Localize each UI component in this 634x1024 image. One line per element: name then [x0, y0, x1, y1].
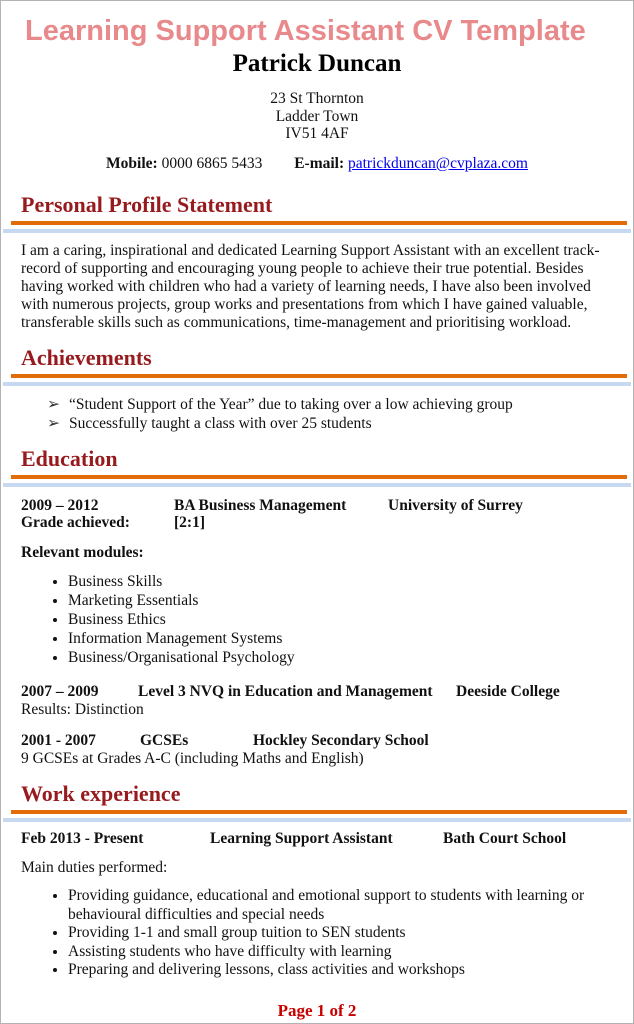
orange-rule	[11, 810, 627, 814]
orange-rule	[11, 374, 627, 378]
orange-rule	[11, 221, 627, 225]
mobile-label: Mobile:	[106, 154, 158, 172]
duty-item: • Assisting students who have difficulty with learning	[68, 943, 633, 962]
education-entry-row	[21, 683, 625, 701]
contact-line	[1, 155, 633, 173]
education-entry-row	[21, 732, 625, 750]
achievements-list	[1, 395, 633, 433]
mobile-value: 0000 6865 5433	[161, 154, 263, 172]
candidate-name: Patrick Duncan	[232, 50, 402, 77]
entry-dates: 2009 – 2012	[21, 496, 99, 514]
gcse-note: 9 GCSEs at Grades A-C (including Maths and English)	[21, 750, 364, 768]
page-title: Learning Support Assistant CV Template	[25, 15, 586, 47]
section-heading-profile: Personal Profile Statement	[21, 191, 273, 217]
achievement-item	[47, 395, 613, 414]
section-heading-work: Work experience	[21, 780, 181, 806]
entry-dates: 2007 – 2009	[21, 682, 99, 700]
entry-dates: 2001 - 2007	[21, 731, 96, 749]
duty-item: • Preparing and delivering lessons, class activities and workshops	[68, 961, 633, 980]
entry-dates: Feb 2013 - Present	[21, 829, 144, 847]
arrow-bullet-icon: ➢	[47, 395, 60, 413]
address-line: 23 St Thornton	[270, 90, 364, 107]
module-item: • Business Ethics	[68, 610, 633, 629]
blue-rule	[3, 818, 631, 822]
grade-label: Grade achieved:	[21, 514, 130, 531]
entry-qualification: BA Business Management	[174, 496, 347, 514]
duty-item: • Providing 1-1 and small group tuition to SEN students	[68, 924, 633, 943]
modules-label: Relevant modules:	[21, 543, 144, 561]
achievement-text: “Student Support of the Year” due to taking over a low achieving group	[69, 395, 513, 413]
modules-list	[1, 572, 633, 668]
entry-institution: Deeside College	[456, 682, 560, 700]
entry-qualification: GCSEs	[140, 731, 189, 749]
education-entry-row	[21, 497, 625, 515]
grade-value: [2:1]	[174, 514, 205, 531]
blue-rule	[3, 483, 631, 487]
module-item: • Business Skills	[68, 572, 633, 591]
grade-row	[21, 514, 625, 532]
duties-list	[1, 887, 633, 980]
orange-rule	[11, 475, 627, 479]
entry-qualification: Level 3 NVQ in Education and Management	[138, 682, 433, 700]
section-heading-education: Education	[21, 445, 118, 471]
profile-paragraph: I am a caring, inspirational and dedicated Learning Support Assistant with an excellent track-record of supporting and encouraging young people to achieve their true potential. Besides having worked with children who had a variety of learning needs, I have also been involved with numerous projects, group works and presentations from which I have gained valuable, transferable skills such as communications, time-management and prioritising workload.	[21, 241, 600, 331]
section-heading-achievements: Achievements	[21, 344, 152, 370]
entry-institution: University of Surrey	[388, 496, 523, 514]
achievement-text: Successfully taught a class with over 25 students	[69, 414, 372, 432]
arrow-bullet-icon: ➢	[47, 414, 60, 432]
module-item: • Information Management Systems	[68, 629, 633, 648]
module-item: • Marketing Essentials	[68, 591, 633, 610]
page-number: Page 1 of 2	[277, 1000, 357, 1020]
duties-label: Main duties performed:	[21, 859, 168, 877]
blue-rule	[3, 382, 631, 386]
address-line: Ladder Town	[275, 107, 359, 125]
module-item: • Business/Organisational Psychology	[68, 648, 633, 667]
entry-institution: Hockley Secondary School	[253, 731, 429, 749]
results-note: Results: Distinction	[21, 701, 144, 719]
blue-rule	[3, 229, 631, 233]
work-entry-row	[21, 830, 625, 848]
achievement-item	[47, 414, 613, 433]
duty-item: • Providing guidance, educational and emotional support to students with learning or behavioural difficulties and special needs	[68, 887, 633, 924]
address-block	[1, 90, 633, 143]
entry-employer: Bath Court School	[443, 829, 567, 847]
email-label: E-mail:	[294, 154, 345, 172]
email-link[interactable]: patrickduncan@cvplaza.com	[348, 154, 528, 172]
address-line: IV51 4AF	[285, 125, 349, 142]
entry-role: Learning Support Assistant	[210, 829, 393, 847]
